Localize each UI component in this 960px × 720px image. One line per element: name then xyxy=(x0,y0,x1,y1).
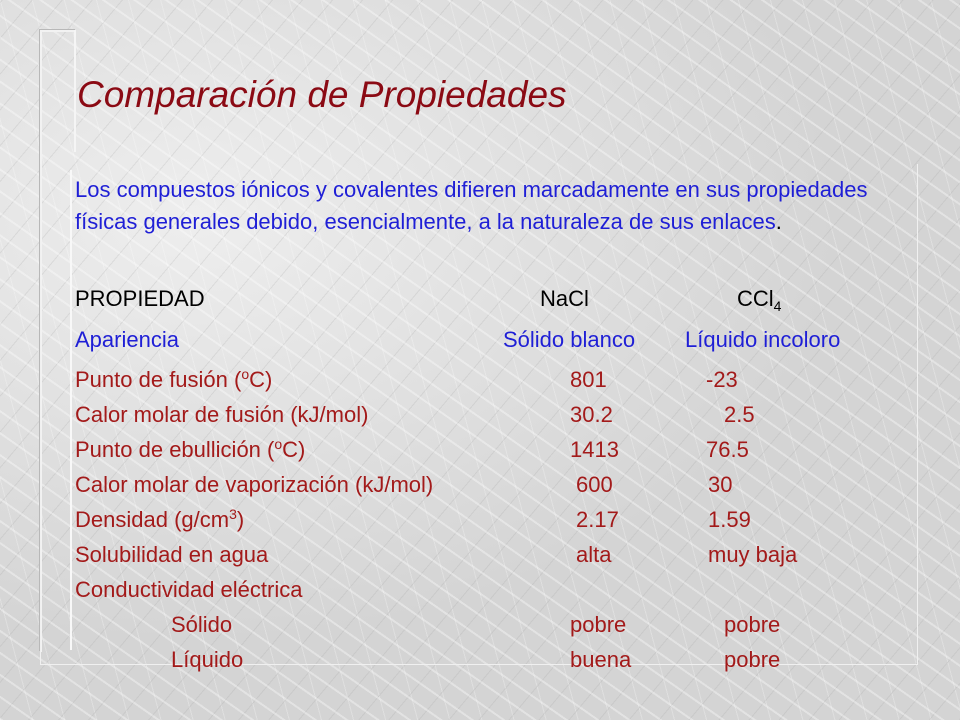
row-label-suffix: C) xyxy=(282,437,306,462)
row-label: Calor molar de vaporización (kJ/mol) xyxy=(75,472,434,497)
row-label-superscript: o xyxy=(241,366,250,382)
row-value-nacl: pobre xyxy=(570,612,627,637)
row-value-ccl4: 30 xyxy=(708,472,733,497)
row-label-superscript: o xyxy=(274,436,283,452)
row-label-text: Densidad (g/cm xyxy=(75,507,230,532)
row-label: Sólido xyxy=(171,612,233,637)
row-value-nacl: 2.17 xyxy=(576,507,619,532)
row-value-ccl4: muy baja xyxy=(708,542,798,567)
row-value-ccl4: pobre xyxy=(724,647,781,672)
table-row xyxy=(75,469,895,501)
table-row xyxy=(75,399,895,431)
header-ccl4-subscript: 4 xyxy=(773,298,782,314)
row-label-suffix: ) xyxy=(236,507,245,532)
table-header-row xyxy=(75,283,895,315)
intro-paragraph xyxy=(75,174,905,238)
row-label-text: Punto de fusión ( xyxy=(75,367,242,392)
row-label: Conductividad eléctrica xyxy=(75,577,303,602)
row-value-nacl: 30.2 xyxy=(570,402,613,427)
row-label xyxy=(75,434,305,466)
row-value-ccl4: 2.5 xyxy=(724,402,755,427)
row-value-ccl4: pobre xyxy=(724,612,781,637)
table-row xyxy=(75,434,895,466)
row-label-text: Punto de ebullición ( xyxy=(75,437,275,462)
row-value-nacl: 801 xyxy=(570,367,607,392)
row-label xyxy=(75,364,272,396)
row-value-ccl4: -23 xyxy=(706,367,738,392)
table-row xyxy=(75,364,895,396)
table-row xyxy=(75,644,895,676)
row-label-superscript: 3 xyxy=(229,506,237,522)
intro-period: . xyxy=(775,209,782,234)
row-label: Calor molar de fusión (kJ/mol) xyxy=(75,402,369,427)
row-value-nacl: buena xyxy=(570,647,632,672)
row-value-ccl4: 76.5 xyxy=(706,437,749,462)
row-value-nacl: alta xyxy=(576,542,612,567)
appearance-ccl4: Líquido incoloro xyxy=(685,327,841,352)
row-label: Solubilidad en agua xyxy=(75,542,269,567)
table-row xyxy=(75,609,895,641)
slide-title: Comparación de Propiedades xyxy=(77,74,567,115)
appearance-nacl: Sólido blanco xyxy=(503,327,636,352)
table-row xyxy=(75,504,895,536)
table-row xyxy=(75,574,895,606)
header-ccl4 xyxy=(737,283,781,315)
appearance-label: Apariencia xyxy=(75,327,179,352)
row-label xyxy=(75,504,244,536)
header-property: PROPIEDAD xyxy=(75,286,205,311)
table-row-appearance xyxy=(75,324,895,356)
intro-text: Los compuestos iónicos y covalentes difieren marcadamente en sus propiedades físicas generales debido, esencialmente, a la naturaleza de sus enlaces xyxy=(75,177,868,234)
decorative-side-bar xyxy=(58,170,72,650)
row-value-ccl4: 1.59 xyxy=(708,507,751,532)
decorative-title-bar xyxy=(40,30,76,152)
header-ccl4-base: CCl xyxy=(737,286,774,311)
row-value-nacl: 600 xyxy=(576,472,613,497)
row-label-suffix: C) xyxy=(249,367,273,392)
row-label: Líquido xyxy=(171,647,244,672)
table-row xyxy=(75,539,895,571)
row-value-nacl: 1413 xyxy=(570,437,619,462)
header-nacl: NaCl xyxy=(540,286,589,311)
